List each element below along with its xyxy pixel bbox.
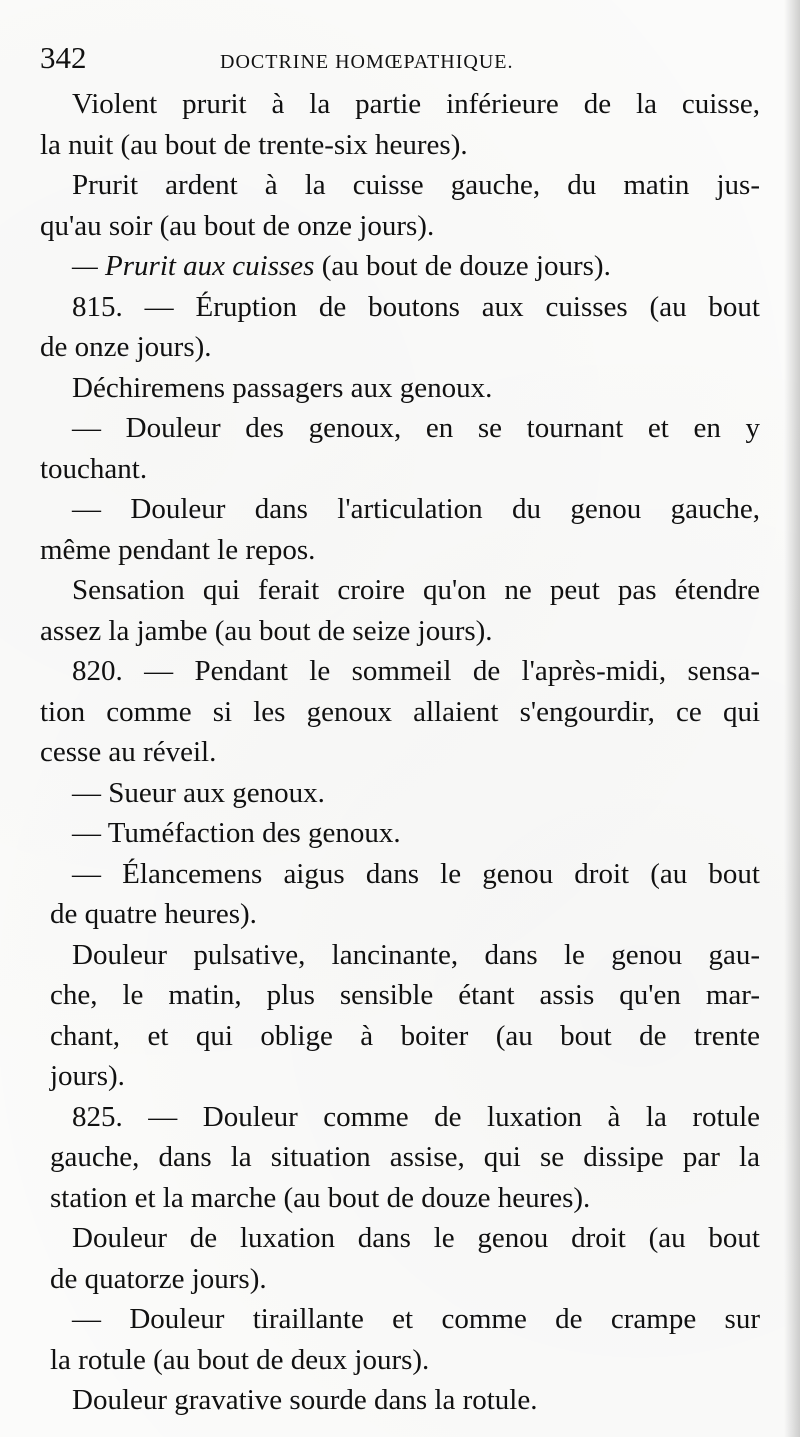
text-line: 825. — Douleur comme de luxation à la rotule xyxy=(72,1100,760,1133)
text-line: Douleur de luxation dans le genou droit (au bout xyxy=(72,1222,760,1254)
text-line: de quatre heures). xyxy=(50,898,257,930)
text-line xyxy=(40,246,760,287)
text-line: Sensation qui ferait croire qu'on ne peut pas étendre xyxy=(72,574,760,606)
text-line: chant, et qui oblige à boiter (au bout de trente xyxy=(50,1019,760,1052)
text-line: gauche, dans la situation assise, qui se dissipe par la xyxy=(50,1141,760,1173)
text-line: Douleur gravative sourde dans la rotule. xyxy=(72,1384,538,1416)
text-line: de onze jours). xyxy=(40,331,212,363)
text-line: che, le matin, plus sensible étant assis qu'en mar- xyxy=(50,979,760,1011)
text-line: — Douleur tiraillante et comme de crampe sur xyxy=(72,1303,760,1335)
text-line: tion comme si les genoux allaient s'engourdir, ce qui xyxy=(40,695,760,728)
text-line: — Sueur aux genoux. xyxy=(72,776,325,809)
text-line: jours). xyxy=(50,1060,125,1092)
body-text xyxy=(40,84,760,1421)
text-line: la rotule (au bout de deux jours). xyxy=(50,1343,430,1376)
text-line: de quatorze jours). xyxy=(50,1262,267,1295)
text-line: 820. — Pendant le sommeil de l'après-midi, sensa- xyxy=(72,655,760,687)
text-line: cesse au réveil. xyxy=(40,736,217,768)
page-header xyxy=(40,40,740,84)
text-line: même pendant le repos. xyxy=(40,533,316,566)
italic-phrase: — Prurit aux cuisses xyxy=(72,250,315,282)
page-edge-shadow xyxy=(784,0,800,1437)
page-number: 342 xyxy=(40,40,87,75)
text-line: Prurit ardent à la cuisse gauche, du matin jus- xyxy=(72,169,760,201)
text-line: — Douleur des genoux, en se tournant et en y xyxy=(72,412,760,444)
text-line: Violent prurit à la partie inférieure de la cuisse, xyxy=(72,88,760,120)
text-line: assez la jambe (au bout de seize jours). xyxy=(40,614,493,647)
text-line: touchant. xyxy=(40,452,148,485)
text-line: Déchiremens passagers aux genoux. xyxy=(72,371,493,404)
text-line: station et la marche (au bout de douze heures). xyxy=(50,1181,591,1214)
text-line: — Élancemens aigus dans le genou droit (au bout xyxy=(72,857,760,890)
text-span: (au bout de douze jours). xyxy=(314,250,611,282)
text-line: la nuit (au bout de trente-six heures). xyxy=(40,128,468,161)
text-line: qu'au soir (au bout de onze jours). xyxy=(40,209,435,242)
text-line: 815. — Éruption de boutons aux cuisses (au bout xyxy=(72,290,760,323)
running-title: DOCTRINE HOMŒPATHIQUE. xyxy=(220,51,514,73)
text-line: — Douleur dans l'articulation du genou gauche, xyxy=(72,493,760,525)
text-line: Douleur pulsative, lancinante, dans le genou gau- xyxy=(72,938,760,971)
text-line: — Tuméfaction des genoux. xyxy=(72,817,401,849)
